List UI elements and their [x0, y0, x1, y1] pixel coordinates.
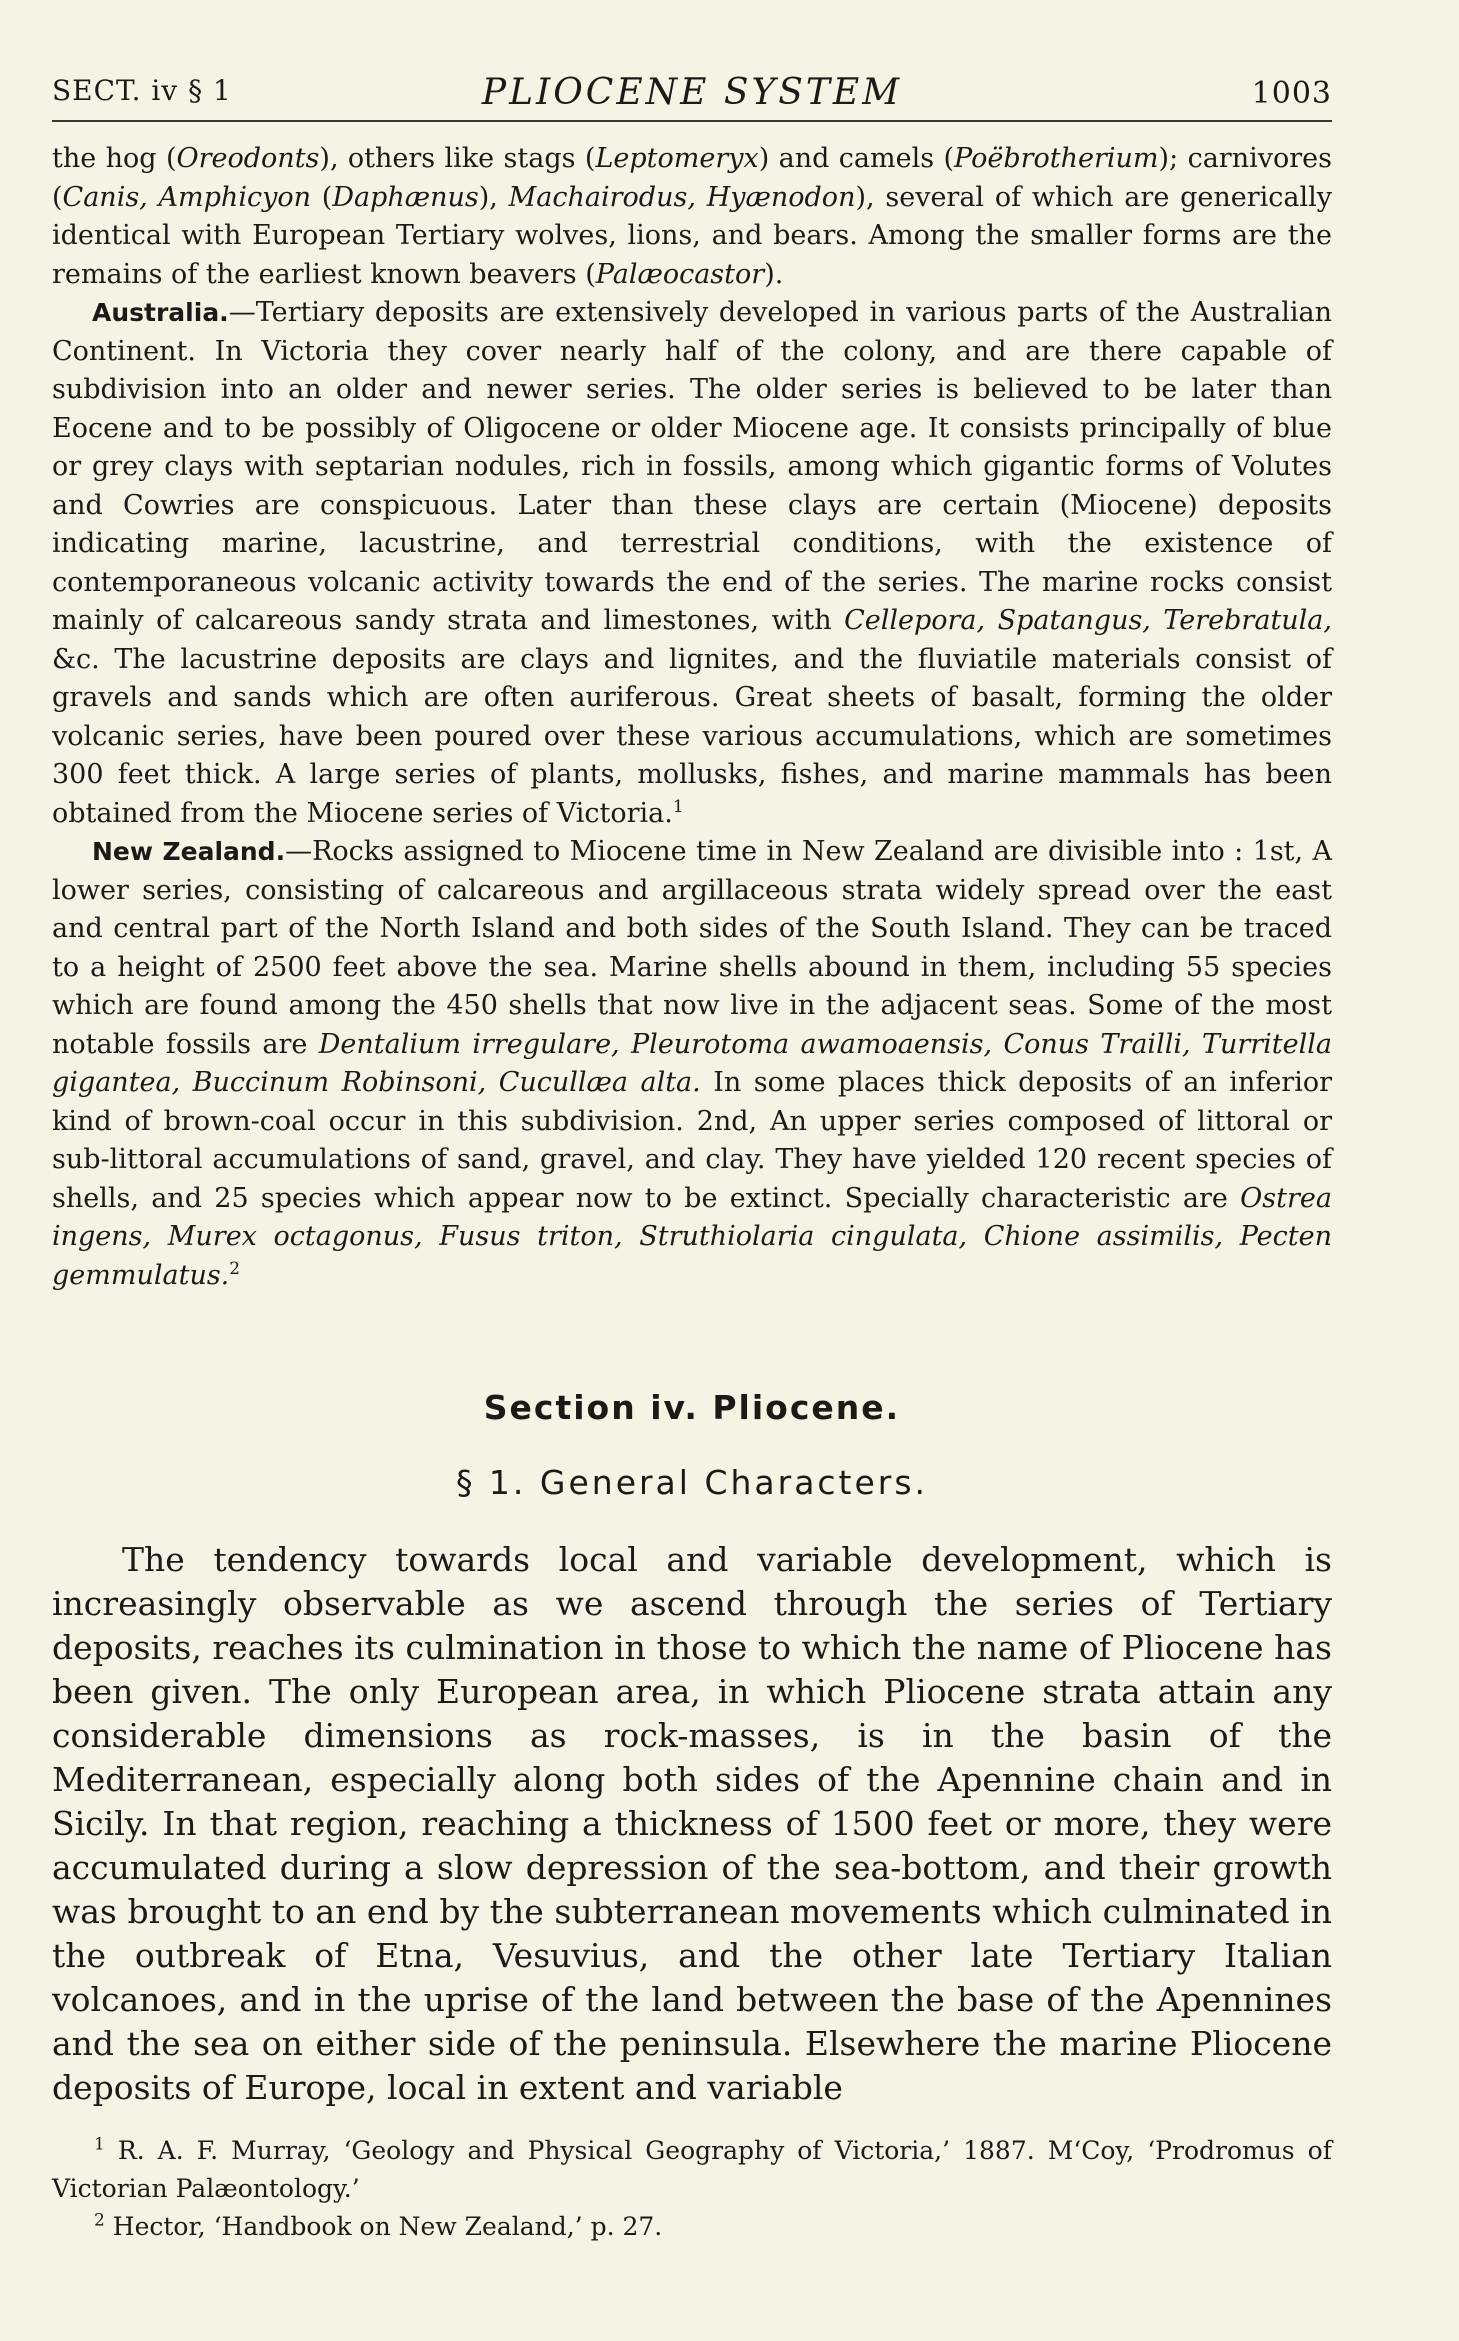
- taxon-list: Ostrea ingens, Murex octagonus, Fusus triton, Struthiolaria cingulata, Chione assimilis, Pecten gemmulatus.: [52, 1182, 1332, 1291]
- taxon-name: Palæocastor: [595, 258, 765, 290]
- body-text-upper: [52, 140, 1332, 1295]
- taxon-list: Cellepora, Spatangus, Terebratula,: [844, 605, 1332, 636]
- footnote-ref-2[interactable]: 2: [229, 1258, 241, 1279]
- intro-paragraph: the hog (Oreodonts), others like stags (Leptomeryx) and camels (Poëbrotherium); carnivores (Canis, Amphicyon (Daphænus), Machairodus, Hyænodon), several of which are generically identical with European Tertiary wolves, lions, and bears. Among the smaller forms are the remains of the earliest known beavers (Palæocastor).: [52, 143, 1332, 290]
- taxon-name: Canis, Amphicyon: [62, 181, 311, 213]
- taxon-list: Dentalium irregulare, Pleurotoma awamoaensis, Conus Trailli, Turritella gigantea, Buccinum Robinsoni, Cucullæa alta.: [52, 1028, 1332, 1098]
- running-header: [52, 70, 1332, 122]
- footnote-2: $^2$ Hector, ‘Handbook on New Zealand,’ p. 27.: [94, 2210, 663, 2241]
- body-text-lower: [52, 1538, 1332, 2110]
- paragraph-heading-australia: Australia.: [92, 298, 229, 327]
- general-characters-paragraph: The tendency towards local and variable development, which is increasingly observable as we ascend through the series of Tertiary deposits, reaches its culmination in those to which the name of Pliocene has been given. The only European area, in which Pliocene strata attain any considerable dimensions as rock-masses, is in the basin of the Mediterranean, especially along both sides of the Apennine chain and in Sicily. In that region, reaching a thickness of 1500 feet or more, they were accumulated during a slow depression of the sea-bottom, and their growth was brought to an end by the subterranean movements which culminated in the outbreak of Etna, Vesuvius, and the other late Tertiary Italian volcanoes, and in the uprise of the land between the base of the Apennines and the sea on either side of the peninsula. Elsewhere the marine Pliocene deposits of Europe, local in extent and variable: [52, 1540, 1332, 2107]
- footnote-mark: 1: [94, 2134, 105, 2155]
- footnote-1: $^1$ R. A. F. Murray, ‘Geology and Physical Geography of Victoria,’ 1887. M‘Coy, ‘Prodromus of Victorian Palæontology.’: [52, 2134, 1332, 2203]
- taxon-name: Daphænus: [332, 181, 479, 213]
- paragraph-heading-new-zealand: New Zealand.: [92, 837, 286, 866]
- page-number: 1003: [1251, 76, 1332, 111]
- australia-paragraph: Australia.—Tertiary deposits are extensively developed in various parts of the Australian Continent. In Victoria they cover nearly half of the colony, and are there capable of subdivision into an older and newer series. The older series is believed to be later than Eocene and to be possibly of Oligocene or older Miocene age. It consists principally of blue or grey clays with septarian nodules, rich in fossils, among which gigantic forms of Volutes and Cowries are conspicuous. Later than these clays are certain (Miocene) deposits indicating marine, lacustrine, and terrestrial conditions, with the existence of contemporaneous volcanic activity towards the end of the series. The marine rocks consist mainly of calcareous sandy strata and limestones, with Cellepora, Spatangus, Terebratula, &c. The lacustrine deposits are clays and lignites, and the fluviatile materials consist of gravels and sands which are often auriferous. Great sheets of basalt, forming the older volcanic series, have been poured over these various accumulations, which are sometimes 300 feet thick. A large series of plants, mollusks, fishes, and marine mammals has been obtained from the Miocene series of Victoria.$^1$: [52, 297, 1332, 829]
- taxon-name: Oreodonts: [176, 143, 320, 174]
- taxon-name: Leptomeryx: [595, 143, 759, 174]
- section-reference: SECT. iv § 1: [52, 74, 232, 107]
- section-heading: Section iv. Pliocene.: [483, 1388, 901, 1427]
- subsection-heading: § 1. General Characters.: [455, 1463, 929, 1502]
- new-zealand-paragraph: New Zealand.—Rocks assigned to Miocene time in New Zealand are divisible into : 1st, A lower series, consisting of calcareous and argillaceous strata widely spread over the east and central part of the North Island and both sides of the South Island. They can be traced to a height of 2500 feet above the sea. Marine shells abound in them, including 55 species which are found among the 450 shells that now live in the adjacent seas. Some of the most notable fossils are Dentalium irregulare, Pleurotoma awamoaensis, Conus Trailli, Turritella gigantea, Buccinum Robinsoni, Cucullæa alta. In some places thick deposits of an inferior kind of brown-coal occur in this subdivision. 2nd, An upper series composed of littoral or sub-littoral accumulations of sand, gravel, and clay. They have yielded 120 recent species of shells, and 25 species which appear now to be extinct. Specially characteristic are Ostrea ingens, Murex octagonus, Fusus triton, Struthiolaria cingulata, Chione assimilis, Pecten gemmulatus.$^2$: [52, 836, 1333, 1291]
- footnote-ref-1[interactable]: 1: [672, 796, 684, 817]
- taxon-name: Poëbrotherium: [954, 143, 1159, 174]
- running-title: PLIOCENE SYSTEM: [481, 72, 903, 113]
- taxon-name: Machairodus, Hyænodon: [508, 181, 856, 213]
- footnotes: [52, 2132, 1332, 2246]
- footnote-mark: 2: [94, 2210, 105, 2231]
